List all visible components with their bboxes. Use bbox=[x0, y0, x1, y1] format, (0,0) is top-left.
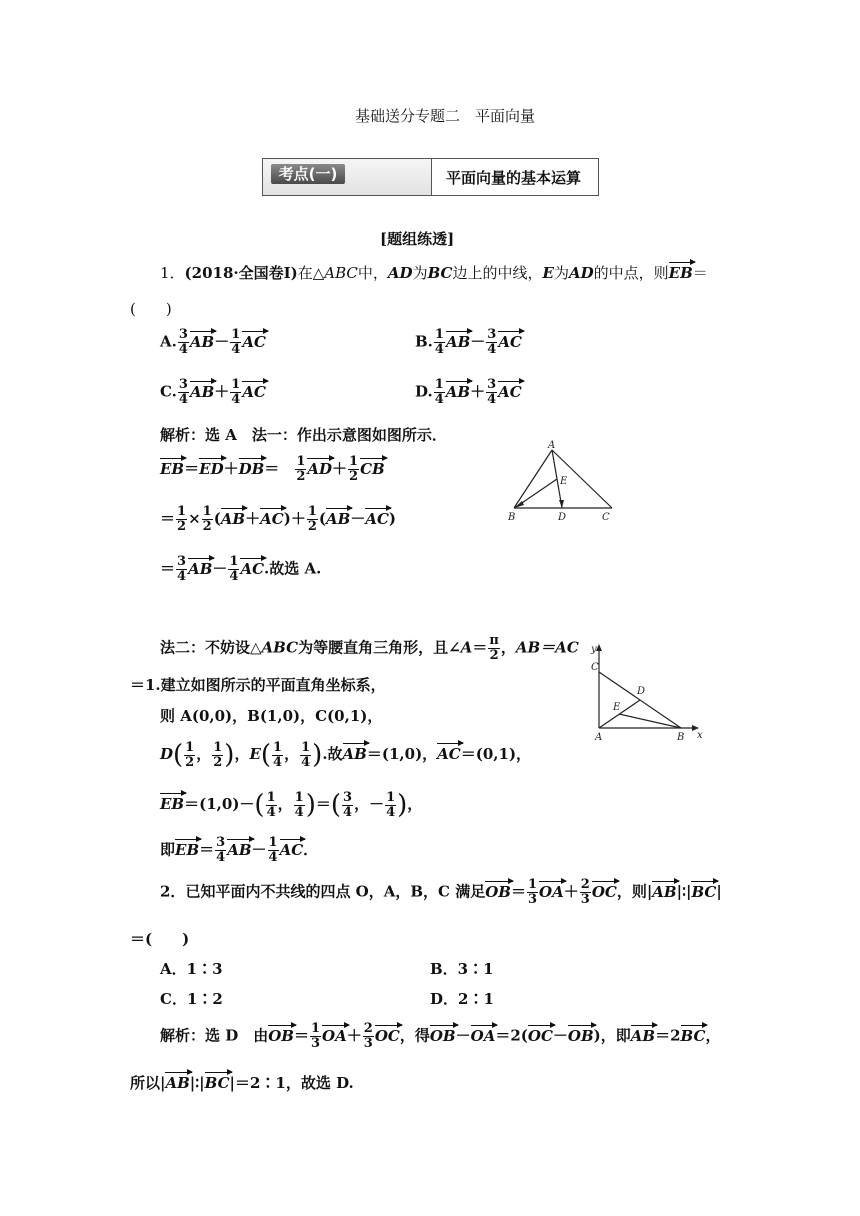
q1-number: 1． bbox=[160, 264, 185, 282]
vector-oc: OC bbox=[591, 882, 617, 901]
paren: ) bbox=[305, 790, 316, 820]
vector-ab: AB bbox=[188, 559, 213, 578]
vector-ab: AB bbox=[189, 382, 215, 401]
q1-source: (2018·全国卷Ⅰ) bbox=[184, 264, 298, 282]
point-d-label: D bbox=[637, 686, 646, 697]
angle-a: A bbox=[460, 638, 473, 657]
numerator: 1 bbox=[307, 504, 317, 519]
vector-ac: AC bbox=[242, 382, 266, 401]
comma: ， bbox=[407, 795, 423, 813]
paren: ( bbox=[260, 740, 272, 770]
q1-final bbox=[160, 836, 318, 865]
q1-solution-line-1 bbox=[160, 455, 385, 484]
eq: ＝ bbox=[472, 638, 488, 657]
vector-ac: AC bbox=[240, 559, 265, 578]
q1-ad: AD bbox=[568, 264, 594, 282]
fraction bbox=[363, 1022, 374, 1051]
fraction bbox=[212, 741, 223, 770]
fraction bbox=[230, 378, 241, 407]
denominator: 2 bbox=[489, 648, 499, 663]
q1-method-two-line-2: ＝1.建立如图所示的平面直角坐标系， bbox=[130, 676, 386, 694]
coordinate-figure bbox=[585, 642, 710, 742]
conclusion-text: |∶| bbox=[189, 1074, 205, 1092]
numerator: 1 bbox=[349, 454, 359, 469]
numerator: 1 bbox=[229, 554, 239, 569]
vector-eb: EB bbox=[175, 840, 200, 859]
numerator: 2 bbox=[363, 1021, 373, 1036]
denominator: 2 bbox=[213, 754, 223, 770]
vector-eb: EB bbox=[160, 459, 185, 478]
vector-bc: BC bbox=[691, 882, 717, 901]
comma: ， bbox=[354, 795, 370, 813]
denominator: 4 bbox=[229, 569, 239, 584]
q2-text: ，则| bbox=[616, 882, 653, 901]
eq: ＝ bbox=[293, 1026, 309, 1045]
point-e-label: E bbox=[560, 476, 568, 487]
numerator: π bbox=[489, 633, 499, 648]
denominator: 4 bbox=[434, 392, 444, 407]
fraction bbox=[230, 328, 241, 357]
numerator: 1 bbox=[273, 739, 283, 755]
vector-eb: EB bbox=[668, 264, 693, 282]
fraction bbox=[307, 505, 318, 534]
vector-ab: AB bbox=[227, 840, 252, 859]
fraction bbox=[300, 741, 311, 770]
denominator: 4 bbox=[434, 342, 444, 357]
vector-bc: BC bbox=[204, 1074, 230, 1092]
denominator: 2 bbox=[349, 469, 359, 484]
paren: ) bbox=[388, 509, 397, 528]
point-e-label: E bbox=[613, 702, 621, 713]
q1-option-b bbox=[415, 328, 522, 357]
minus: － bbox=[552, 1026, 568, 1045]
numerator: 1 bbox=[311, 1021, 321, 1036]
q1-e: E bbox=[542, 264, 554, 282]
numerator: 2 bbox=[580, 877, 590, 892]
numerator: 3 bbox=[178, 327, 188, 342]
vector-ac: AC bbox=[260, 509, 284, 528]
q1-solution-header bbox=[160, 424, 447, 445]
fraction bbox=[272, 741, 283, 770]
fraction bbox=[215, 836, 226, 865]
vector-oa: OA bbox=[322, 1026, 347, 1045]
point-d: D bbox=[160, 745, 174, 763]
plus: ＋ bbox=[214, 382, 230, 401]
fraction bbox=[488, 634, 500, 663]
q1-solution-line-2 bbox=[160, 505, 396, 534]
numerator: 1 bbox=[296, 454, 306, 469]
plus: ＋ bbox=[223, 459, 239, 478]
q1-option-a bbox=[160, 328, 266, 357]
denominator: 4 bbox=[231, 392, 241, 407]
point-e: E bbox=[249, 745, 261, 763]
paren: ) bbox=[283, 509, 291, 528]
denominator: 2 bbox=[296, 469, 306, 484]
conclusion: .故选 A. bbox=[264, 559, 322, 578]
fraction bbox=[310, 1022, 321, 1051]
numerator: 1 bbox=[185, 739, 195, 755]
numerator: 3 bbox=[178, 377, 188, 392]
q1-eq: ＝ bbox=[692, 264, 708, 282]
denominator: 4 bbox=[294, 804, 304, 820]
denominator: 2 bbox=[307, 519, 317, 534]
q1-solution-line-3 bbox=[160, 555, 321, 584]
vector-oc: OC bbox=[374, 1026, 400, 1045]
denominator: 4 bbox=[177, 569, 187, 584]
denominator: 4 bbox=[487, 342, 497, 357]
vector-ab: AB bbox=[652, 882, 677, 901]
fraction bbox=[184, 741, 195, 770]
vector-ed: ED bbox=[199, 459, 224, 478]
vector-ab: AB bbox=[445, 332, 471, 351]
option-label: D. bbox=[415, 382, 433, 401]
vector-ob: OB bbox=[429, 1026, 456, 1045]
numerator: 1 bbox=[231, 377, 241, 392]
denominator: 4 bbox=[231, 342, 241, 357]
fraction bbox=[268, 836, 279, 865]
vector-oa: OA bbox=[470, 1026, 496, 1045]
conclusion-text: 所以| bbox=[130, 1074, 166, 1092]
denominator: 2 bbox=[185, 754, 195, 770]
point-d-label: D bbox=[558, 512, 567, 523]
vector-bc: BC bbox=[680, 1026, 706, 1045]
plus: ＋ bbox=[245, 509, 261, 528]
q1-answer-paren: ( ) bbox=[130, 300, 172, 318]
numerator: 1 bbox=[202, 504, 212, 519]
numerator: 1 bbox=[177, 504, 187, 519]
triangle: ABC bbox=[261, 638, 299, 657]
comma: ， bbox=[277, 795, 293, 813]
section-title: [题组练透] bbox=[380, 230, 455, 248]
vector-oa: OA bbox=[539, 882, 564, 901]
numerator: 1 bbox=[266, 789, 276, 805]
arrowhead bbox=[514, 501, 524, 508]
minus: － bbox=[214, 332, 230, 351]
plus: ＋ bbox=[346, 1026, 362, 1045]
denominator: 3 bbox=[311, 1036, 321, 1051]
option-label: C. bbox=[160, 382, 177, 401]
topic-banner bbox=[262, 158, 599, 196]
method-two-text: 法二：不妨设△ bbox=[160, 638, 262, 657]
q1-text: 为 bbox=[553, 264, 569, 282]
denominator: 4 bbox=[386, 804, 396, 820]
vector-ac: AC bbox=[498, 332, 522, 351]
numerator: 1 bbox=[434, 327, 444, 342]
ab-eq-ac: AB＝AC bbox=[515, 638, 579, 657]
numerator: 1 bbox=[268, 835, 278, 850]
q1-option-d bbox=[415, 378, 522, 407]
eq: ＝ bbox=[199, 840, 215, 859]
point-a-label: A bbox=[548, 440, 556, 451]
denominator: 4 bbox=[301, 754, 311, 770]
solution-text: ＝2 bbox=[655, 1026, 681, 1045]
banner-topic: 平面向量的基本运算 bbox=[446, 168, 582, 187]
vector-ab: AB bbox=[220, 509, 246, 528]
ratio: |∶| bbox=[676, 882, 692, 901]
denominator: 4 bbox=[178, 342, 188, 357]
denominator: 3 bbox=[527, 892, 538, 907]
denominator: 4 bbox=[178, 392, 188, 407]
numerator: 1 bbox=[434, 377, 444, 392]
q2-option-b: B．3∶1 bbox=[430, 960, 494, 978]
numerator: 1 bbox=[301, 739, 311, 755]
vector-ab: AB bbox=[326, 509, 351, 528]
q2-option-a: A．1∶3 bbox=[160, 960, 223, 978]
minus: － bbox=[470, 332, 486, 351]
bar: | bbox=[716, 882, 722, 901]
eq: ＝ bbox=[315, 795, 331, 813]
fraction bbox=[176, 555, 187, 584]
q1-bc: BC bbox=[427, 264, 453, 282]
comma: ， bbox=[705, 1026, 721, 1045]
eb-expr: ＝(1,0)－ bbox=[184, 795, 255, 813]
comma: ， bbox=[500, 638, 516, 657]
numerator: 3 bbox=[343, 789, 353, 805]
numerator: 3 bbox=[216, 835, 226, 850]
numerator: 3 bbox=[487, 377, 497, 392]
denominator: 4 bbox=[343, 804, 353, 820]
eq: ＝ bbox=[160, 509, 176, 528]
paren: ( bbox=[330, 790, 342, 820]
q2-solution bbox=[160, 1022, 720, 1051]
vector-ab: AB bbox=[165, 1074, 190, 1092]
denominator: 4 bbox=[268, 850, 278, 865]
option-label: B. bbox=[415, 332, 433, 351]
plus: ＋ bbox=[290, 509, 306, 528]
q1-points-de bbox=[160, 740, 531, 770]
point-c-label: C bbox=[591, 662, 599, 673]
banner-tag: 考点(一) bbox=[271, 164, 345, 184]
vector-ac: AC bbox=[365, 509, 389, 528]
q1-option-c bbox=[160, 378, 266, 407]
q2-stem bbox=[160, 878, 722, 907]
numerator: 1 bbox=[527, 877, 538, 892]
fraction bbox=[434, 328, 445, 357]
point-b-label: B bbox=[508, 512, 516, 523]
numerator: 3 bbox=[487, 327, 497, 342]
denominator: 3 bbox=[363, 1036, 373, 1051]
vector-ac: AC bbox=[242, 332, 266, 351]
fraction bbox=[348, 455, 359, 484]
eq: ＝ bbox=[510, 882, 526, 901]
numerator: 1 bbox=[231, 327, 241, 342]
y-axis-label: y bbox=[591, 644, 597, 655]
vector-eb: EB bbox=[160, 795, 185, 813]
vector-ob: OB bbox=[268, 1026, 294, 1045]
q1-coords: 则 A(0,0)，B(1,0)，C(0,1)， bbox=[160, 707, 383, 725]
fraction bbox=[342, 791, 353, 820]
vector-ab: AB bbox=[445, 382, 471, 401]
fraction bbox=[580, 878, 591, 907]
method-one: 法一：作出示意图如图所示． bbox=[251, 426, 447, 444]
vector-ab: AB bbox=[189, 332, 215, 351]
times: × bbox=[188, 509, 201, 528]
fraction bbox=[202, 505, 213, 534]
denominator: 4 bbox=[273, 754, 283, 770]
vector-ab: AB bbox=[630, 1026, 656, 1045]
fraction bbox=[486, 328, 497, 357]
paren: ) bbox=[312, 740, 323, 770]
q1-triangle: ABC bbox=[324, 264, 358, 282]
numerator: 1 bbox=[213, 739, 223, 755]
eq: ＝ bbox=[160, 559, 176, 578]
minus: － bbox=[212, 559, 228, 578]
denominator: 2 bbox=[202, 519, 212, 534]
vector-db: DB bbox=[238, 459, 265, 478]
q1-text: 边上的中线， bbox=[452, 264, 543, 282]
option-label: A. bbox=[160, 332, 177, 351]
solution-text: ＝2( bbox=[495, 1026, 528, 1045]
plus: ＋ bbox=[563, 882, 579, 901]
denominator: 4 bbox=[266, 804, 276, 820]
point-a-label: A bbox=[595, 732, 603, 742]
paren: ( bbox=[318, 509, 326, 528]
vector-cb: CB bbox=[360, 459, 385, 478]
paren: ( bbox=[254, 790, 265, 820]
comma: ， bbox=[284, 745, 300, 763]
q1-text: 为 bbox=[412, 264, 428, 282]
plus: ＋ bbox=[470, 382, 486, 401]
q2-option-c: C．1∶2 bbox=[160, 990, 223, 1008]
fraction bbox=[527, 878, 538, 907]
denominator: 4 bbox=[216, 850, 226, 865]
q2-line2: ＝( ) bbox=[130, 930, 190, 948]
fraction bbox=[295, 455, 306, 484]
q1-method-two bbox=[160, 634, 579, 663]
denominator: 2 bbox=[177, 519, 187, 534]
fraction bbox=[294, 791, 305, 820]
vector-ob: OB bbox=[567, 1026, 594, 1045]
vector-oc: OC bbox=[527, 1026, 553, 1045]
banner-tag-area bbox=[263, 159, 432, 195]
q2-text: 已知平面内不共线的四点 O，A，B，C 满足 bbox=[185, 882, 486, 901]
comma: ， bbox=[196, 745, 212, 763]
minus: － bbox=[350, 509, 366, 528]
q1-text: 中， bbox=[357, 264, 388, 282]
denominator: 4 bbox=[487, 392, 497, 407]
namely: 即 bbox=[160, 840, 176, 859]
fraction bbox=[266, 791, 277, 820]
vector-ob: OB bbox=[485, 882, 511, 901]
q1-eb-value bbox=[160, 790, 422, 820]
q1-ad: AD bbox=[387, 264, 413, 282]
minus: － bbox=[455, 1026, 471, 1045]
solution-text: ，得 bbox=[399, 1026, 430, 1045]
triangle-figure bbox=[500, 438, 630, 528]
fraction bbox=[228, 555, 239, 584]
numerator: 1 bbox=[294, 789, 304, 805]
solution-label: 解析：选 A bbox=[160, 426, 237, 444]
paren: ) bbox=[224, 740, 235, 770]
conclusion-text: |＝2∶1，故选 D. bbox=[229, 1074, 354, 1092]
fraction bbox=[434, 378, 445, 407]
minus: － bbox=[369, 795, 385, 813]
fraction bbox=[385, 791, 396, 820]
plus: ＋ bbox=[332, 459, 348, 478]
q1-stem bbox=[160, 262, 708, 283]
fraction bbox=[178, 378, 189, 407]
solution-text: )，即 bbox=[593, 1026, 631, 1045]
period: ． bbox=[303, 840, 319, 859]
paren: ( bbox=[173, 740, 184, 770]
ac-value: ＝(0,1)， bbox=[460, 745, 532, 763]
numerator: 1 bbox=[386, 789, 396, 805]
vector-ad: AD bbox=[307, 459, 333, 478]
eq: ＝ bbox=[184, 459, 200, 478]
q2-conclusion bbox=[130, 1072, 354, 1093]
vector-ac: AC bbox=[498, 382, 522, 401]
fraction bbox=[176, 505, 187, 534]
point-c-label: C bbox=[602, 512, 610, 523]
q1-text: 的中点，则 bbox=[593, 264, 669, 282]
fraction bbox=[178, 328, 189, 357]
vector-ac: AC bbox=[437, 745, 461, 763]
therefore: .故 bbox=[322, 745, 343, 763]
ab-value: ＝(1,0)， bbox=[366, 745, 438, 763]
numerator: 3 bbox=[177, 554, 187, 569]
eq: ＝ bbox=[264, 459, 280, 478]
solution-label: 解析：选 D 由 bbox=[160, 1026, 269, 1045]
q1-text: 在△ bbox=[297, 264, 325, 282]
fraction bbox=[486, 378, 497, 407]
x-axis-label: x bbox=[697, 730, 703, 741]
q2-number: 2． bbox=[160, 882, 186, 901]
paren: ( bbox=[213, 509, 221, 528]
paren: ) bbox=[397, 790, 408, 820]
y-arrow bbox=[596, 644, 602, 651]
vector-ab: AB bbox=[342, 745, 367, 763]
q2-option-d: D．2∶1 bbox=[430, 990, 494, 1008]
vector-ac: AC bbox=[279, 840, 304, 859]
minus: － bbox=[251, 840, 267, 859]
denominator: 3 bbox=[580, 892, 590, 907]
point-b-label: B bbox=[677, 732, 685, 742]
method-two-text: 为等腰直角三角形，且∠ bbox=[298, 638, 461, 657]
comma: ， bbox=[234, 745, 250, 763]
page-title: 基础送分专题二 平面向量 bbox=[355, 107, 536, 125]
side-ab bbox=[514, 450, 552, 508]
